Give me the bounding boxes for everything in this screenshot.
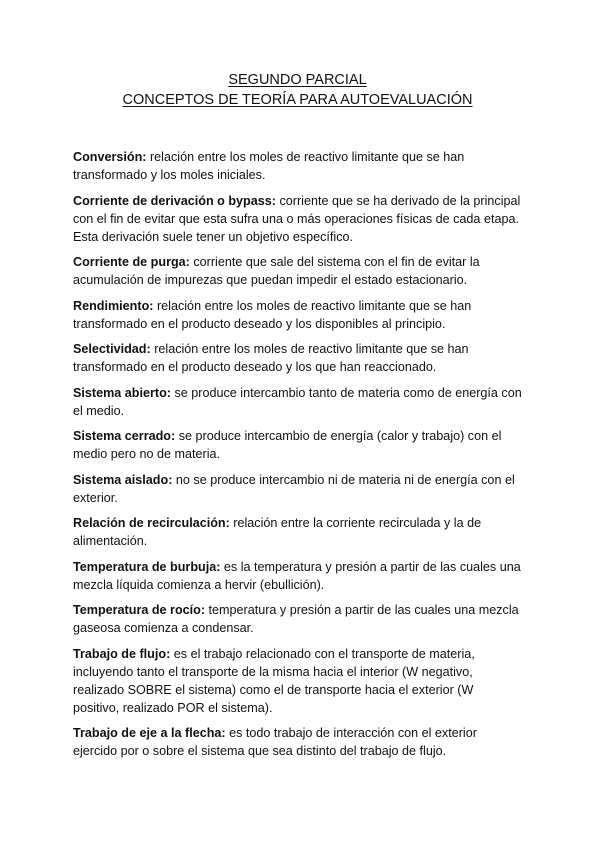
definition-sistema-aislado xyxy=(73,471,522,507)
definition-purga xyxy=(73,253,522,289)
definition-relacion-recirculacion xyxy=(73,514,522,550)
term-label: Rendimiento: xyxy=(73,298,154,313)
term-label: Selectividad: xyxy=(73,342,151,356)
definition-selectividad xyxy=(73,340,522,376)
term-label: Conversión: xyxy=(73,150,147,164)
title-line-1: SEGUNDO PARCIAL xyxy=(228,72,367,88)
definition-text: es el trabajo relacionado con el transporte de materia, incluyendo tanto el transporte de la misma hacia el interior (W negativo, realizado SOBRE el sistema) como el de transporte hacia el exterior (W positivo, realizado POR el sistema). xyxy=(73,646,475,715)
definition-text: es la temperatura y presión a partir de las cuales una mezcla líquida comienza a hervir (ebullición). xyxy=(73,559,521,592)
term-label: Trabajo de flujo: xyxy=(73,646,171,661)
term-label: Trabajo de eje a la flecha: xyxy=(73,726,226,740)
definition-sistema-cerrado xyxy=(73,427,522,463)
definition-text: corriente que se ha derivado de la principal con el fin de evitar que esta sufra una o más operaciones físicas de cada etapa. Esta derivación suele tener un objetivo específico. xyxy=(73,193,521,244)
term-label: Relación de recirculación: xyxy=(73,516,230,530)
definition-text: relación entre los moles de reactivo limitante que se han transformado y los moles iniciales. xyxy=(73,150,465,182)
definition-text: temperatura y presión a partir de las cuales una mezcla gaseosa comienza a condensar. xyxy=(73,603,519,635)
term-label: Temperatura de rocío: xyxy=(73,603,206,617)
definition-text: no se produce intercambio ni de materia ni de energía con el exterior. xyxy=(73,472,515,505)
definition-text: relación entre los moles de reactivo limitante que se han transformado en el producto deseado y los que han reaccionado. xyxy=(73,342,469,374)
definition-rendimiento xyxy=(73,297,522,333)
term-label: Sistema aislado: xyxy=(73,472,173,487)
title-line-2: CONCEPTOS DE TEORÍA PARA AUTOEVALUACIÓN xyxy=(122,92,473,108)
definition-text: se produce intercambio de energía (calor y trabajo) con el medio pero no de materia. xyxy=(73,429,502,461)
definition-text: relación entre los moles de reactivo limitante que se han transformado en el producto deseado y los disponibles al principio. xyxy=(73,298,472,331)
definition-text: es todo trabajo de interacción con el exterior ejercido por o sobre el sistema que sea distinto del trabajo de flujo. xyxy=(73,726,477,758)
definition-sistema-abierto xyxy=(73,384,522,420)
term-label: Sistema cerrado: xyxy=(73,429,176,443)
term-label: Sistema abierto: xyxy=(73,385,171,400)
definition-trabajo-flujo xyxy=(73,645,522,717)
term-label: Corriente de derivación o bypass: xyxy=(73,193,276,208)
definition-trabajo-eje xyxy=(73,724,522,760)
definition-text: relación entre la corriente recirculada y la de alimentación. xyxy=(73,516,482,548)
definition-conversion xyxy=(73,148,522,184)
document-header xyxy=(73,70,522,110)
definition-text: corriente que sale del sistema con el fin de evitar la acumulación de impurezas que puedan impedir el estado estacionario. xyxy=(73,255,480,287)
definition-text: se produce intercambio tanto de materia como de energía con el medio. xyxy=(73,385,522,418)
definition-temperatura-burbuja xyxy=(73,558,522,594)
definitions-list xyxy=(73,148,522,760)
definition-bypass xyxy=(73,192,522,246)
term-label: Temperatura de burbuja: xyxy=(73,559,221,574)
term-label: Corriente de purga: xyxy=(73,255,190,269)
definition-temperatura-rocio xyxy=(73,601,522,637)
